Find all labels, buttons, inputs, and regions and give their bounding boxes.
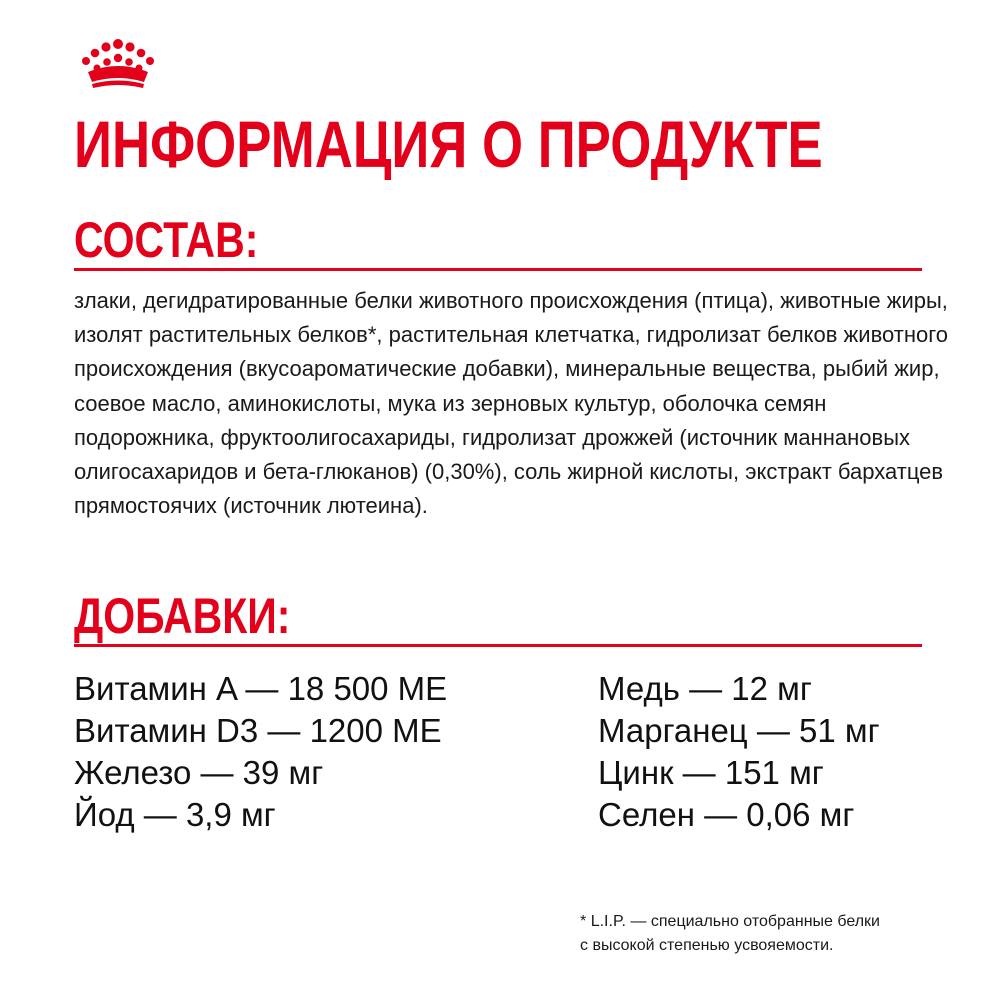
supplement-item: Медь — 12 мг xyxy=(598,670,812,707)
composition-divider xyxy=(74,268,922,271)
supplement-item: Железо — 39 мг xyxy=(74,754,324,791)
supplement-item: Марганец — 51 мг xyxy=(598,712,880,749)
composition-text: злаки, дегидратированные белки животного происхождения (птица), животные жиры, изолят растительных белков*, растительная клетчатка, гидролизат белков животного происхождения (вкусоароматические добавки), минеральные вещества, рыбий жир, соевое масло, аминокислоты, мука из зерновых культур, оболочка семян подорожника, фруктоолигосахариды, гидролизат дрожжей (источник маннановых олигосахаридов и бета-глюканов) (0,30%), соль жирной кислоты, экстракт бархатцев прямостоячих (источник лютеина). xyxy=(74,288,948,519)
supplement-item: Селен — 0,06 мг xyxy=(598,796,855,833)
supplements-divider xyxy=(74,644,922,647)
footnote-line: * L.I.P. — специально отобранные белки xyxy=(580,913,880,930)
supplements-list-right xyxy=(598,668,880,836)
supplements-list-left xyxy=(74,668,447,836)
supplement-item: Цинк — 151 мг xyxy=(598,754,824,791)
footnote-line: с высокой степенью усвояемости. xyxy=(580,937,834,954)
supplement-item: Витамин A — 18 500 МЕ xyxy=(74,670,448,707)
composition-heading: СОСТАВ: xyxy=(74,212,259,268)
footnote xyxy=(580,910,880,958)
crown-logo-icon xyxy=(76,38,160,92)
supplements-heading: ДОБАВКИ: xyxy=(74,588,291,644)
page-title: ИНФОРМАЦИЯ О ПРОДУКТЕ xyxy=(74,107,823,181)
supplement-item: Витамин D3 — 1200 МЕ xyxy=(74,712,442,749)
supplement-item: Йод — 3,9 мг xyxy=(74,796,276,833)
